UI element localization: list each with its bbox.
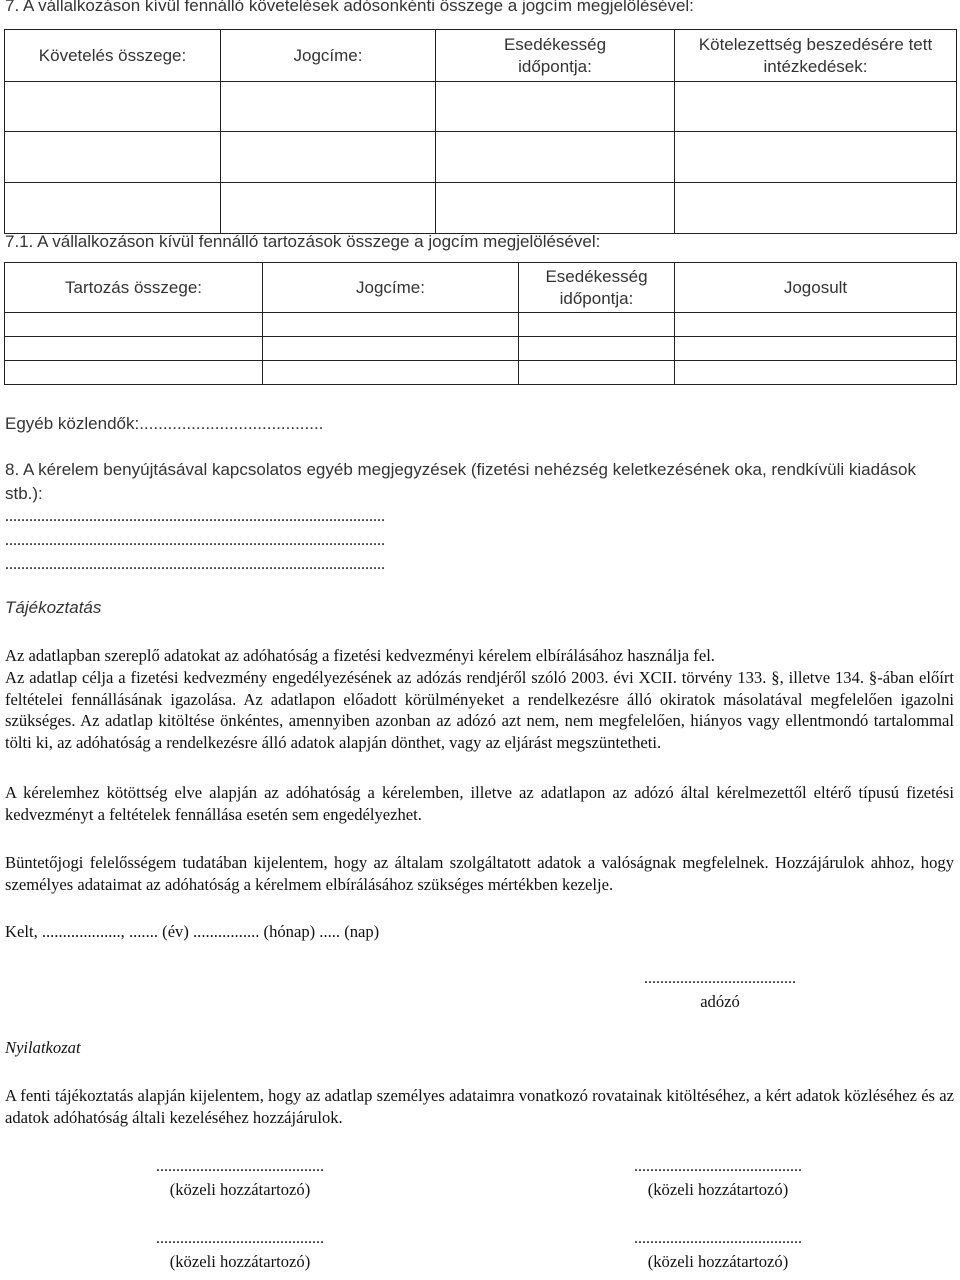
table-cell[interactable]	[436, 82, 675, 132]
col-header-due-date: Esedékesség időpontja:	[519, 263, 675, 313]
information-paragraph-3: A kérelemhez kötöttség elve alapján az adóhatóság a kérelemben, illetve az adatlapon az adózó által kérelmezettől eltérő típusú fizetési kedvezményt a feltételek fennállása esetén sem engedélyezhet.	[5, 783, 954, 824]
relative-label: (közeli hozzátartozó)	[647, 1180, 789, 1199]
section8-title: 8. A kérelem benyújtásával kapcsolatos egyéb megjegyzések (fizetési nehézség keletkezésének oka, rendkívüli kiadások stb.):	[5, 460, 916, 503]
table-cell[interactable]	[519, 313, 675, 337]
col-header-collection-measures: Kötelezettség beszedésére tett intézkedések:	[675, 30, 957, 82]
table-row	[5, 82, 957, 132]
table-cell[interactable]	[221, 183, 436, 234]
table-cell[interactable]	[263, 361, 519, 385]
table-row	[5, 337, 957, 361]
table-cell[interactable]	[675, 313, 957, 337]
col-header-due-date: Esedékesség időpontja:	[436, 30, 675, 82]
table-cell[interactable]	[519, 337, 675, 361]
table-cell[interactable]	[5, 132, 221, 183]
table-cell[interactable]	[5, 361, 263, 385]
relative-label: (közeli hozzátartozó)	[647, 1252, 789, 1271]
table-cell[interactable]	[263, 313, 519, 337]
taxpayer-label: adózó	[700, 992, 740, 1011]
table-cell[interactable]	[436, 183, 675, 234]
liabilities-table	[4, 262, 957, 385]
table-cell[interactable]	[221, 82, 436, 132]
relative-signature-line: ..........................................	[156, 1158, 324, 1175]
table-cell[interactable]	[675, 132, 957, 183]
table-cell[interactable]	[5, 313, 263, 337]
relative-signature-line: ..........................................	[156, 1230, 324, 1247]
declaration-paragraph: Büntetőjogi felelősségem tudatában kijelentem, hogy az általam szolgáltatott adatok a valóságnak megfelelnek. Hozzájárulok ahhoz, hogy személyes adataimat az adóhatóság a kérelmem elbírálásához szükséges mértékben kezelje.	[5, 853, 954, 894]
table-row	[5, 361, 957, 385]
other-remarks: Egyéb közlendők:.......................................	[5, 414, 324, 433]
relative-signature-line: ..........................................	[634, 1158, 802, 1175]
table-cell[interactable]	[675, 337, 957, 361]
remarks-line: ...............................................................................................	[5, 532, 385, 549]
table-cell[interactable]	[675, 361, 957, 385]
table-cell[interactable]	[5, 82, 221, 132]
col-header-debt-amount: Tartozás összege:	[5, 263, 263, 313]
table-row	[5, 313, 957, 337]
col-header-title: Jogcíme:	[221, 30, 436, 82]
information-paragraph-2: Az adatlap célja a fizetési kedvezmény engedélyezésének az adózás rendjéről szóló 2003. évi XCII. törvény 133. §, illetve 134. §-ában előírt feltételei fennállásának igazolása. Az adatlapon előadott körülményeket a rendelkezésre álló okiratok másolatával megfelelően igazolni szükséges. Az adatlap kitöltése önkéntes, amennyiben azonban az adózó azt nem, nem megfelelően, hiányos vagy ellentmondó tartalommal tölti ki, az adóhatóság a rendelkezésre álló adatok alapján dönthet, vagy az eljárást megszüntetheti.	[5, 668, 954, 752]
col-header-beneficiary: Jogosult	[675, 263, 957, 313]
section7-title: 7. A vállalkozáson kívül fennálló követelések adósonkénti összege a jogcím megjelölésével:	[5, 0, 694, 15]
table-cell[interactable]	[5, 183, 221, 234]
table-cell[interactable]	[436, 132, 675, 183]
taxpayer-signature-line: ......................................	[644, 970, 796, 987]
table-cell[interactable]	[675, 183, 957, 234]
table-row	[5, 183, 957, 234]
table-cell[interactable]	[519, 361, 675, 385]
table-row	[5, 132, 957, 183]
table-cell[interactable]	[221, 132, 436, 183]
col-header-title: Jogcíme:	[263, 263, 519, 313]
statement-text: A fenti tájékoztatás alapján kijelentem, hogy az adatlap személyes adataimra vonatkozó rovatainak kitöltéséhez, a kért adatok közléséhez és az adatok adóhatóság általi kezeléséhez hozzájárulok.	[5, 1086, 954, 1127]
remarks-line: ...............................................................................................	[5, 556, 385, 573]
table-cell[interactable]	[263, 337, 519, 361]
statement-heading: Nyilatkozat	[5, 1038, 81, 1057]
section71-title: 7.1. A vállalkozáson kívül fennálló tartozások összege a jogcím megjelölésével:	[5, 232, 601, 251]
date-line: Kelt, ..................., ....... (év) ................ (hónap) ..... (nap)	[5, 922, 380, 941]
col-header-amount: Követelés összege:	[5, 30, 221, 82]
remarks-line: ...............................................................................................	[5, 508, 385, 525]
table-cell[interactable]	[675, 82, 957, 132]
relative-signature-line: ..........................................	[634, 1230, 802, 1247]
information-heading: Tájékoztatás	[5, 598, 102, 617]
information-paragraph-1: Az adatlapban szereplő adatokat az adóhatóság a fizetési kedvezményi kérelem elbírálásához használja fel.	[5, 646, 715, 665]
relative-label: (közeli hozzátartozó)	[169, 1180, 311, 1199]
relative-label: (közeli hozzátartozó)	[169, 1252, 311, 1271]
receivables-table	[4, 29, 957, 234]
table-cell[interactable]	[5, 337, 263, 361]
